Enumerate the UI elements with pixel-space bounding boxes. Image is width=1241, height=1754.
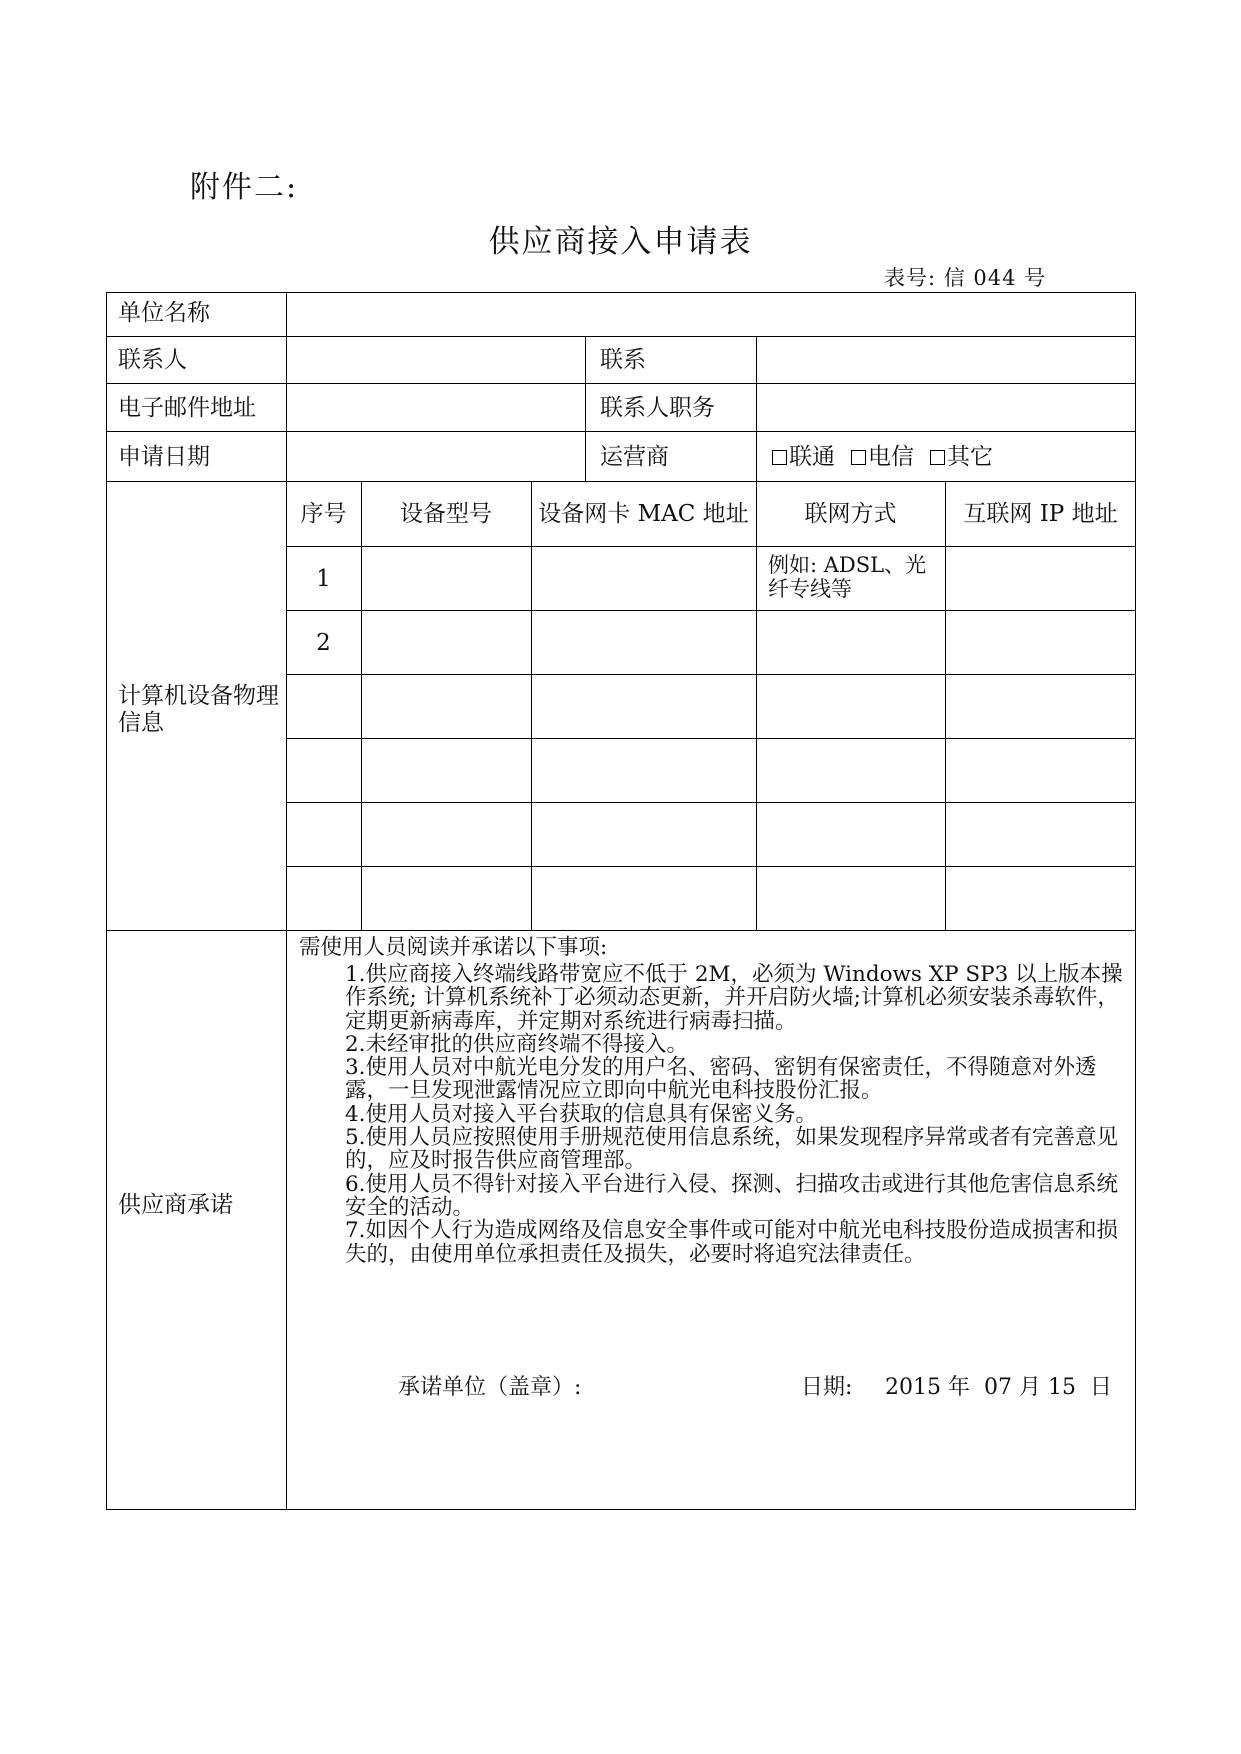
column-divider — [756, 336, 757, 481]
row-divider — [106, 336, 1136, 337]
label-column-divider — [286, 292, 287, 1510]
commitment-signature-label: 承诺单位（盖章）: — [398, 1375, 582, 1400]
device-header-ip: 互联网 IP 地址 — [963, 501, 1118, 527]
row-divider — [106, 930, 1136, 931]
device-header-no: 序号 — [300, 501, 347, 527]
contact-person-field[interactable] — [290, 340, 580, 380]
unit-name-label: 单位名称 — [118, 300, 210, 326]
row-divider — [106, 431, 1136, 432]
contact-label: 联系 — [600, 347, 646, 373]
commitment-item: 3.使用人员对中航光电分发的用户名、密码、密钥有保密责任，不得随意对外透露，一旦发现泄露情况应立即向中航光电科技股份汇报。 — [345, 1055, 1097, 1104]
apply-date-label: 申请日期 — [118, 444, 210, 470]
contact-position-label: 联系人职务 — [600, 395, 715, 421]
device-row-method-example: 例如: ADSL、光纤专线等 — [768, 553, 927, 601]
email-field[interactable] — [290, 387, 580, 427]
commitment-terms — [345, 963, 1135, 1266]
device-row-divider — [286, 802, 1136, 803]
checkbox-icon[interactable] — [930, 450, 945, 465]
form-title: 供应商接入申请表 — [488, 224, 753, 260]
contact-field[interactable] — [760, 340, 1130, 380]
device-column-divider — [945, 481, 946, 930]
device-header-method: 联网方式 — [804, 501, 897, 527]
apply-date-field[interactable] — [290, 435, 580, 477]
device-row-divider — [286, 610, 1136, 611]
device-column-divider — [756, 481, 757, 930]
device-row-no: 2 — [316, 630, 331, 656]
device-header-mac: 设备网卡 MAC 地址 — [538, 501, 749, 527]
contact-position-field[interactable] — [760, 387, 1130, 427]
device-row-divider — [286, 866, 1136, 867]
commitment-date-value: 2015 年 07 月 15 日 — [885, 1375, 1112, 1400]
checkbox-icon[interactable] — [851, 450, 866, 465]
commitment-item: 6.使用人员不得针对接入平台进行入侵、探测、扫描攻击或进行其他危害信息系统安全的活动。 — [345, 1171, 1119, 1220]
form-number: 表号: 信 044 号 — [884, 266, 1047, 290]
commitment-item: 7.如因个人行为造成网络及信息安全事件或可能对中航光电科技股份造成损害和损失的，由使用单位承担责任及损失，必要时将追究法律责任。 — [345, 1218, 1119, 1267]
commitment-item: 4.使用人员对接入平台获取的信息具有保密义务。 — [345, 1101, 818, 1127]
commitment-section-label: 供应商承诺 — [118, 1192, 233, 1218]
device-header-model: 设备型号 — [400, 501, 492, 527]
commitment-item: 2.未经审批的供应商终端不得接入。 — [345, 1031, 689, 1057]
email-label: 电子邮件地址 — [118, 395, 256, 421]
commitment-item: 1.供应商接入终端线路带宽应不低于 2M，必须为 Windows XP SP3 以上版本操作系统; 计算机系统补丁必须动态更新，并开启防火墙;计算机必须安装杀毒软件，定期更新病毒库，并定期对系统进行病毒扫描。 — [345, 962, 1123, 1034]
operator-label: 运营商 — [600, 444, 669, 470]
device-row-divider — [286, 546, 1136, 547]
commitment-intro: 需使用人员阅读并承诺以下事项: — [299, 935, 608, 960]
contact-person-label: 联系人 — [118, 347, 187, 373]
device-row-no: 1 — [316, 566, 331, 592]
device-column-divider — [361, 481, 362, 930]
commitment-item: 5.使用人员应按照使用手册规范使用信息系统，如果发现程序异常或者有完善意见的，应及时报告供应商管理部。 — [345, 1125, 1119, 1174]
row-divider — [106, 383, 1136, 384]
attachment-label: 附件二: — [190, 170, 299, 205]
application-form-table — [106, 292, 1136, 1510]
operator-options — [772, 446, 993, 469]
device-section-label: 计算机设备物理信息 — [118, 683, 279, 736]
operator-option-telecom[interactable]: 电信 — [851, 444, 914, 470]
row-divider — [106, 481, 1136, 482]
commitment-date-label: 日期: — [801, 1375, 853, 1400]
unit-name-field[interactable] — [290, 296, 1130, 332]
device-row-divider — [286, 738, 1136, 739]
operator-option-unicom[interactable]: 联通 — [772, 444, 835, 470]
device-column-divider — [531, 481, 532, 930]
column-divider — [585, 336, 586, 481]
operator-option-other[interactable]: 其它 — [930, 444, 993, 470]
device-row-divider — [286, 674, 1136, 675]
checkbox-icon[interactable] — [772, 450, 787, 465]
